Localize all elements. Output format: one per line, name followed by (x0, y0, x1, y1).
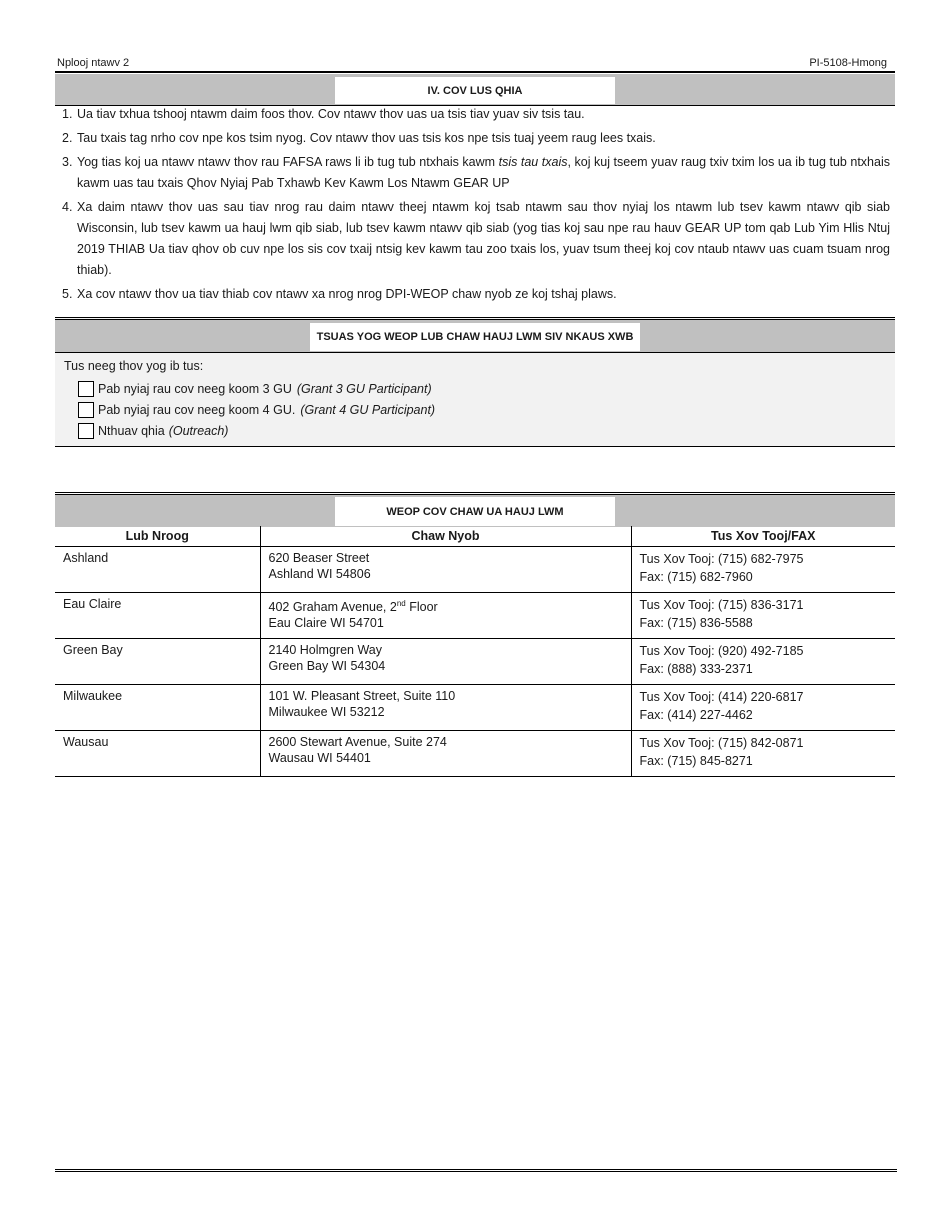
office-use-title-bar (55, 320, 895, 353)
instructions-title: IV. COV LUS QHIA (335, 77, 615, 104)
header-divider (55, 71, 895, 73)
office-address: 101 W. Pleasant Street, Suite 110 Milwaukee WI 53212 (260, 684, 631, 730)
office-contact: Tus Xov Tooj: (715) 836-3171 Fax: (715) 836-5588 (631, 592, 895, 638)
option-grant-4-gu: Pab nyiaj rau cov neeg koom 4 GU. (Grant 4 GU Participant) (78, 402, 435, 418)
office-city: Milwaukee (55, 684, 260, 730)
office-city: Wausau (55, 730, 260, 776)
table-row (55, 592, 895, 638)
col-header-address: Chaw Nyob (260, 526, 631, 546)
office-use-section (55, 317, 895, 447)
offices-title-bar (55, 495, 895, 527)
form-id-label: PI-5108-Hmong (809, 57, 887, 69)
office-city: Green Bay (55, 638, 260, 684)
instruction-item: 1. Ua tiav txhua tshooj ntawm daim foos thov. Cov ntawv thov uas ua tsis tiav yuav siv tsis tau. (62, 107, 585, 121)
office-city: Eau Claire (55, 592, 260, 638)
instruction-item: 5. Xa cov ntawv thov ua tiav thiab cov ntawv xa nrog nrog DPI-WEOP chaw nyob ze koj tshaj plaws. (62, 287, 617, 301)
outreach-checkbox[interactable] (78, 423, 94, 439)
office-contact: Tus Xov Tooj: (414) 220-6817 Fax: (414) 227-4462 (631, 684, 895, 730)
table-row (55, 546, 895, 592)
office-contact: Tus Xov Tooj: (920) 492-7185 Fax: (888) 333-2371 (631, 638, 895, 684)
option-outreach: Nthuav qhia (Outreach) (78, 423, 228, 439)
office-city: Ashland (55, 546, 260, 592)
office-use-title: TSUAS YOG WEOP LUB CHAW HAUJ LWM SIV NKAUS XWB (310, 323, 640, 351)
office-address: 402 Graham Avenue, 2nd Floor Eau Claire WI 54701 (260, 592, 631, 638)
table-row (55, 684, 895, 730)
option-grant-3-gu: Pab nyiaj rau cov neeg koom 3 GU (Grant 3 GU Participant) (78, 381, 432, 397)
table-header-row (55, 526, 895, 546)
footer-divider (55, 1169, 897, 1172)
offices-table (55, 526, 895, 777)
office-contact: Tus Xov Tooj: (715) 682-7975 Fax: (715) 682-7960 (631, 546, 895, 592)
office-address: 620 Beaser Street Ashland WI 54806 (260, 546, 631, 592)
instructions-list (62, 104, 890, 308)
table-row (55, 638, 895, 684)
instruction-item: 3. Yog tias koj ua ntawv ntawv thov rau FAFSA raws li ib tug tub ntxhais kawm tsis tau txais, koj kuj tseem yuav raug txiv txim los ua ib tug tub ntxhais kawm uas tau txais Qhov Nyiaj Pab Txhawb Kev Kawm Los Ntawm GEAR UP (62, 155, 890, 190)
col-header-city: Lub Nroog (55, 526, 260, 546)
instruction-item: 2. Tau txais tag nrho cov npe kos tsim nyog. Cov ntawv thov uas tsis kos npe tsis tuaj yeem raug lees txais. (62, 131, 656, 145)
instruction-item: 4. Xa daim ntawv thov uas sau tiav nrog rau daim ntawv theej ntawm koj tsab ntawm sau thov nyiaj los ntawm lub tsev kawm ntawv qib siab Wisconsin, lub tsev kawm ua hauj lwm qib siab, lub tsev kawm ntawv qib siab (yog tias koj sau npe rau hauv GEAR UP tom qab Lub Yim Hlis Ntuj 2019 THIAB Ua tiav qhov ob cuv npe los sis cov txaij ntsig kev kawm tau zoo txais los, yuav tsum theej koj cov ntaub ntawv uas cuam tsuam nrog thiab). (62, 200, 890, 277)
grant-4-checkbox[interactable] (78, 402, 94, 418)
table-row (55, 730, 895, 776)
office-contact: Tus Xov Tooj: (715) 842-0871 Fax: (715) 845-8271 (631, 730, 895, 776)
col-header-phone-fax: Tus Xov Tooj/FAX (631, 526, 895, 546)
page-number-label: Nplooj ntawv 2 (57, 57, 130, 69)
office-address: 2600 Stewart Avenue, Suite 274 Wausau WI 54401 (260, 730, 631, 776)
office-address: 2140 Holmgren Way Green Bay WI 54304 (260, 638, 631, 684)
instructions-title-bar (55, 74, 895, 106)
grant-3-checkbox[interactable] (78, 381, 94, 397)
offices-title: WEOP COV CHAW UA HAUJ LWM (335, 497, 615, 526)
applicant-type-intro: Tus neeg thov yog ib tus: (64, 359, 204, 373)
